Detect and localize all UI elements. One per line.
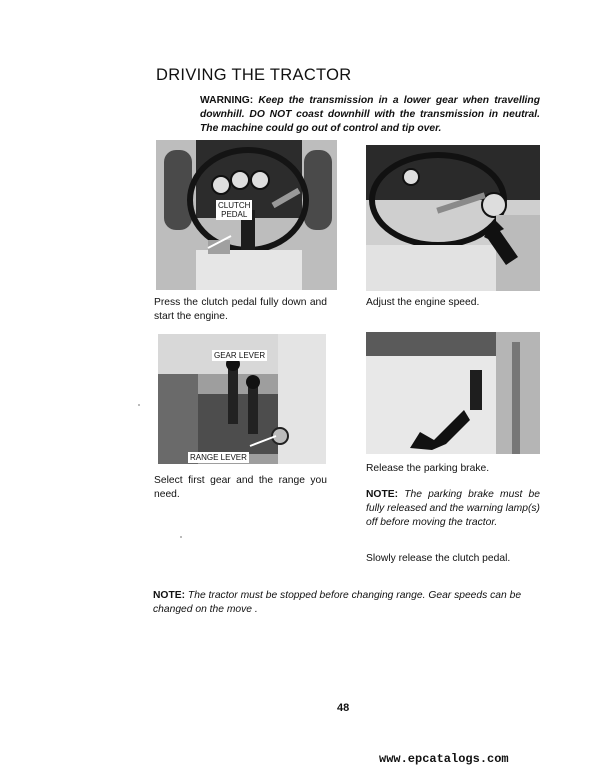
parking-brake-illustration xyxy=(366,332,540,454)
clutch-release-text: Slowly release the clutch pedal. xyxy=(366,553,511,564)
gear-lever-photo xyxy=(158,334,326,464)
footer-watermark: www.epcatalogs.com xyxy=(379,752,509,766)
warning-block xyxy=(200,94,540,136)
bottom-note-text: The tractor must be stopped before changing range. Gear speeds can be changed on the move . xyxy=(153,590,522,615)
scan-speck xyxy=(180,536,182,538)
parking-brake-photo xyxy=(366,332,540,454)
engine-speed-photo xyxy=(366,145,540,291)
warning-text: Keep the transmission in a lower gear when travelling downhill. DO NOT coast downhill with the transmission in neutral. The machine could go out of control and tip over. xyxy=(200,95,540,134)
gear-lever-label: GEAR LEVER xyxy=(214,351,266,360)
range-lever-label: RANGE LEVER xyxy=(190,453,247,462)
brake-caption: Release the parking brake. xyxy=(366,463,490,474)
brake-note xyxy=(366,488,540,530)
page-title: DRIVING THE TRACTOR xyxy=(156,66,352,84)
page-number: 48 xyxy=(337,702,350,714)
warning-lead: WARNING: xyxy=(200,95,254,106)
clutch-caption: Press the clutch pedal fully down and start the engine. xyxy=(154,297,327,322)
engine-speed-illustration xyxy=(366,145,540,291)
bottom-note-lead: NOTE: xyxy=(153,590,186,601)
brake-note-text: The parking brake must be fully released and the warning lamp(s) off before moving the tractor. xyxy=(366,489,540,528)
bottom-note xyxy=(153,589,543,617)
engine-caption: Adjust the engine speed. xyxy=(366,297,480,308)
brake-note-lead: NOTE: xyxy=(366,489,399,500)
scan-speck xyxy=(138,404,140,406)
gear-caption: Select first gear and the range you need. xyxy=(154,475,327,500)
clutch-pedal-photo xyxy=(156,140,337,290)
clutch-pedal-label: CLUTCH PEDAL xyxy=(218,201,251,219)
